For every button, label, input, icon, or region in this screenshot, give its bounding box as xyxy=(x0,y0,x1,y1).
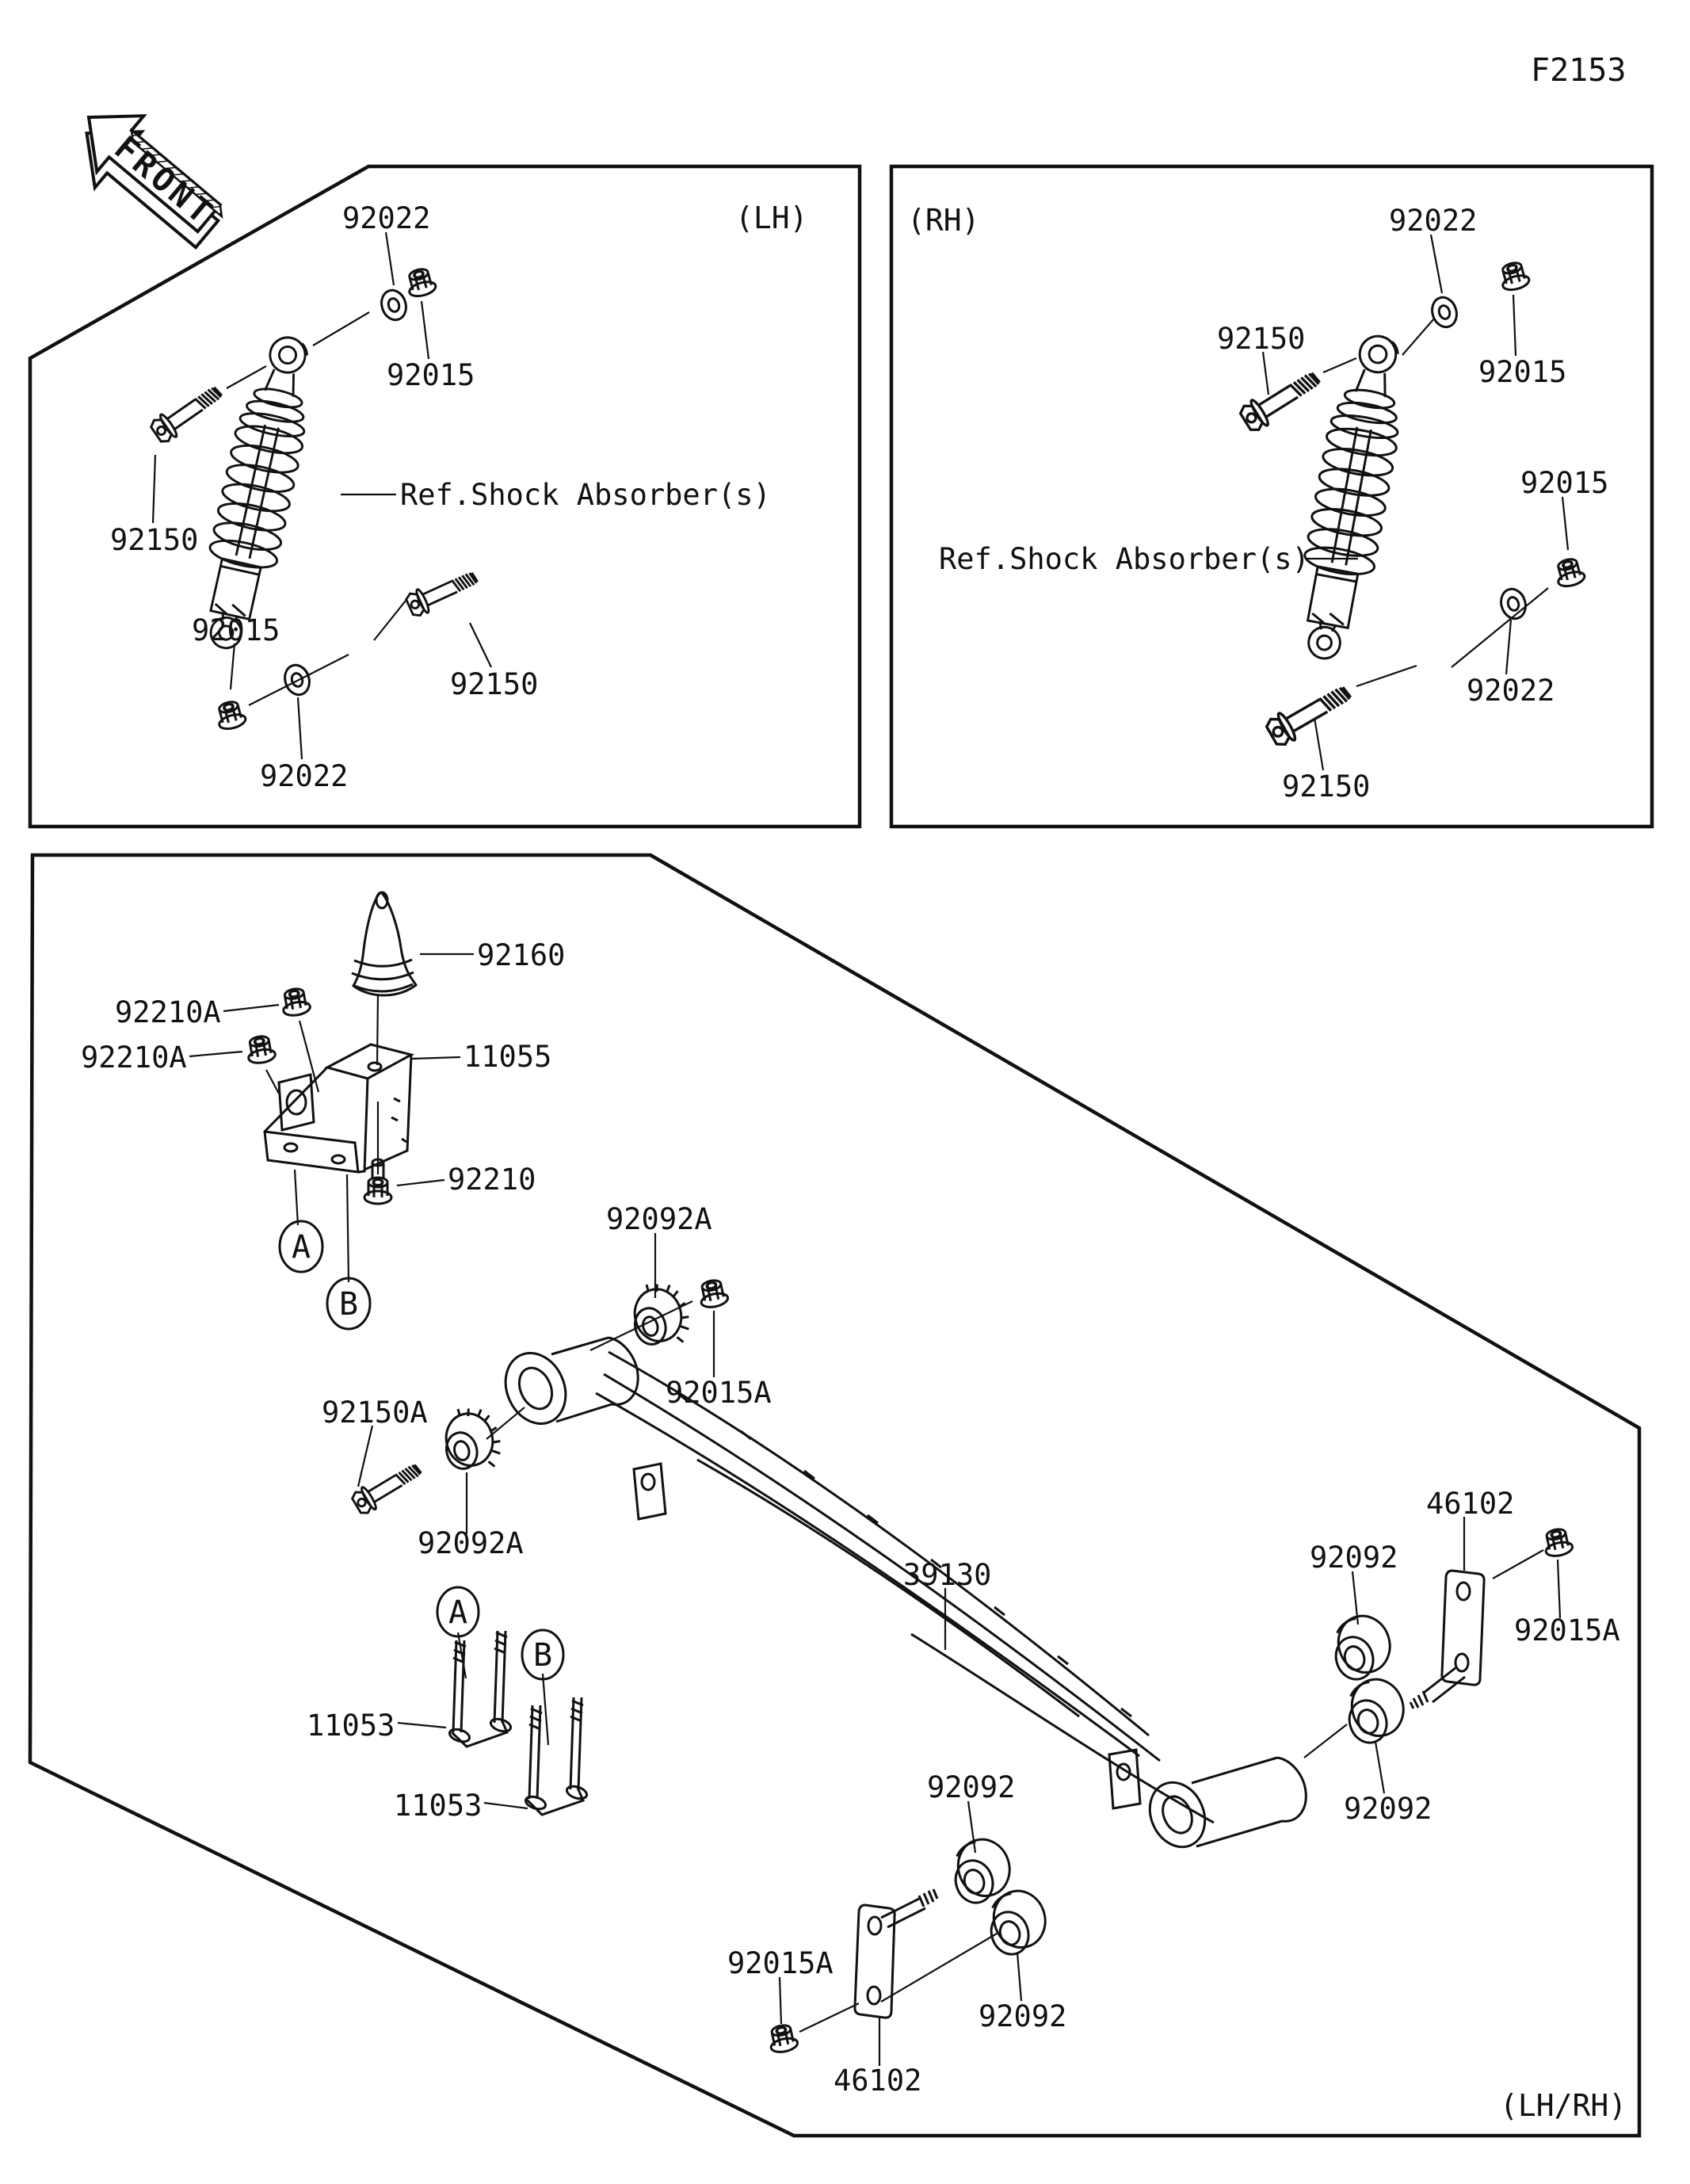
part-92022-lh-lower-leader xyxy=(298,697,302,759)
part-92015a-front: 92015A xyxy=(666,1376,772,1410)
panel-tag-lhrh: (LH/RH) xyxy=(1500,2088,1627,2123)
part-92022-rh-upper: 92022 xyxy=(1389,204,1478,238)
bump-stop-92160 xyxy=(352,892,416,995)
part-92015a-right: 92015A xyxy=(1514,1613,1620,1648)
part-92092-center-leader xyxy=(968,1801,975,1853)
part-92092-bottom-leader xyxy=(1017,1953,1021,2001)
part-92150-rh-lower: 92150 xyxy=(1282,769,1371,804)
part-92160: 92160 xyxy=(477,938,566,972)
part-92015-lh-lower: 92015 xyxy=(192,613,280,647)
part-92022-lh-lower: 92022 xyxy=(260,759,349,793)
part-92092-right-upper: 92092 xyxy=(1310,1541,1398,1575)
part-11053-lower-leader xyxy=(484,1803,528,1808)
part-92015a-right-leader xyxy=(1558,1560,1560,1618)
callout-b-bracket-letter: B xyxy=(338,1286,359,1323)
leaf-spring-39130 xyxy=(494,1338,1306,1856)
part-46102-right: 46102 xyxy=(1426,1487,1515,1521)
part-11053-lower: 11053 xyxy=(394,1789,483,1823)
bushing-92092-center xyxy=(945,1833,1018,1908)
part-92022-lh-upper-leader xyxy=(386,232,394,285)
part-92022-rh-lower-leader xyxy=(1506,620,1511,674)
part-92210a-upper-leader xyxy=(223,1005,279,1011)
part-92210a-upper: 92210A xyxy=(115,995,221,1029)
shock-absorber-rh xyxy=(1287,330,1416,664)
nut-92015-lh-lower xyxy=(214,699,246,731)
part-92015-lh-upper: 92015 xyxy=(387,358,475,392)
nut-92210a-lower xyxy=(245,1034,276,1064)
nut-92015-rh-upper xyxy=(1497,260,1530,292)
part-92092-bottom: 92092 xyxy=(979,1999,1067,2033)
washer-92022-lh-upper xyxy=(378,287,410,323)
part-92150-lh-upper-leader xyxy=(153,455,155,523)
part-92015-rh-mid-leader xyxy=(1562,497,1568,550)
bolt-92150-lh-lower xyxy=(404,565,480,618)
nut-92015a-bottom xyxy=(767,2023,799,2054)
shock-absorber-lh xyxy=(189,330,325,655)
front-arrow xyxy=(57,90,239,262)
part-92015a-bottom: 92015A xyxy=(727,1946,834,1980)
part-11053-upper-leader xyxy=(398,1723,446,1728)
bolt-92150-lh-upper xyxy=(148,380,226,445)
panel-tag-lh: (LH) xyxy=(735,200,808,235)
bushing-92092-right-upper xyxy=(1326,1609,1398,1685)
bolt-92150-rh-lower xyxy=(1264,678,1355,749)
part-92150-lh-lower: 92150 xyxy=(450,667,539,701)
part-92022-lh-upper: 92022 xyxy=(342,201,431,235)
nut-92210a-upper xyxy=(280,987,311,1017)
part-92210a-lower-leader xyxy=(189,1052,242,1056)
part-92092a-lower: 92092A xyxy=(418,1526,524,1560)
part-92150-lh-lower-leader xyxy=(470,623,491,667)
part-92015-rh-upper-leader xyxy=(1513,295,1516,356)
part-92150-lh-upper: 92150 xyxy=(110,523,199,557)
part-39130: 39130 xyxy=(903,1558,992,1592)
shackle-46102-right xyxy=(1410,1571,1484,1709)
part-92092-center: 92092 xyxy=(927,1770,1016,1804)
ref-shock-absorber-lh: Ref.Shock Absorber(s) xyxy=(400,478,771,512)
front-arrow-label: FRONT xyxy=(107,128,223,234)
part-92150a-leader xyxy=(358,1426,372,1487)
u-bolt-11053-upper xyxy=(448,1631,512,1747)
part-92092-right-lower-leader xyxy=(1375,1742,1384,1793)
callout-a-ubolt-letter: A xyxy=(448,1594,468,1631)
callout-b-ubolt-letter: B xyxy=(532,1637,553,1674)
part-92150-rh-upper-leader xyxy=(1263,352,1268,395)
part-92210-leader xyxy=(397,1180,444,1186)
nut-92015a-right xyxy=(1542,1527,1574,1558)
callout-a-bracket-letter: A xyxy=(291,1229,311,1266)
ref-shock-absorber-rh: Ref.Shock Absorber(s) xyxy=(939,542,1310,576)
bracket-11055 xyxy=(265,1044,411,1172)
nut-92015a-front xyxy=(697,1278,729,1309)
bushing-92092-right-lower xyxy=(1339,1673,1412,1748)
nut-92015-lh-upper xyxy=(404,266,437,299)
part-92150-rh-upper: 92150 xyxy=(1217,322,1306,356)
part-92150a: 92150A xyxy=(322,1396,428,1430)
part-92015-rh-upper: 92015 xyxy=(1478,355,1567,389)
part-11053-upper: 11053 xyxy=(307,1709,395,1743)
washer-92022-rh-upper xyxy=(1429,294,1460,330)
part-11055: 11055 xyxy=(464,1040,552,1074)
part-46102-bottom: 46102 xyxy=(834,2064,922,2098)
assembly-lines xyxy=(227,312,1548,2032)
panel-outlines xyxy=(30,166,1652,2136)
part-92210a-lower: 92210A xyxy=(81,1040,187,1075)
collar-92092a-lower xyxy=(437,1400,506,1477)
callout-circles xyxy=(280,1221,563,1679)
part-92022-rh-upper-leader xyxy=(1431,235,1442,293)
part-92022-rh-lower: 92022 xyxy=(1467,674,1555,708)
part-92210: 92210 xyxy=(448,1163,536,1197)
part-92092-right-lower: 92092 xyxy=(1344,1792,1432,1826)
panel-tag-rh: (RH) xyxy=(907,203,980,238)
nut-92015-rh-lower xyxy=(1553,556,1585,589)
part-92015-lh-lower-leader xyxy=(231,643,235,689)
diagram-code: F2153 xyxy=(1531,52,1627,89)
part-11055-leader xyxy=(412,1057,460,1059)
part-92092a-upper: 92092A xyxy=(606,1202,712,1236)
part-92150-rh-lower-leader xyxy=(1314,718,1323,770)
bolt-92150a xyxy=(350,1457,425,1517)
u-bolt-11053-lower xyxy=(524,1697,588,1815)
shackle-46102-bottom xyxy=(855,1889,937,2018)
bolt-92150-rh-upper xyxy=(1238,365,1324,434)
part-92015-lh-upper-leader xyxy=(422,301,429,359)
part-92015a-bottom-leader xyxy=(780,1977,781,2024)
collar-92092a-upper xyxy=(625,1276,695,1353)
part-92015-rh-mid: 92015 xyxy=(1520,466,1609,500)
